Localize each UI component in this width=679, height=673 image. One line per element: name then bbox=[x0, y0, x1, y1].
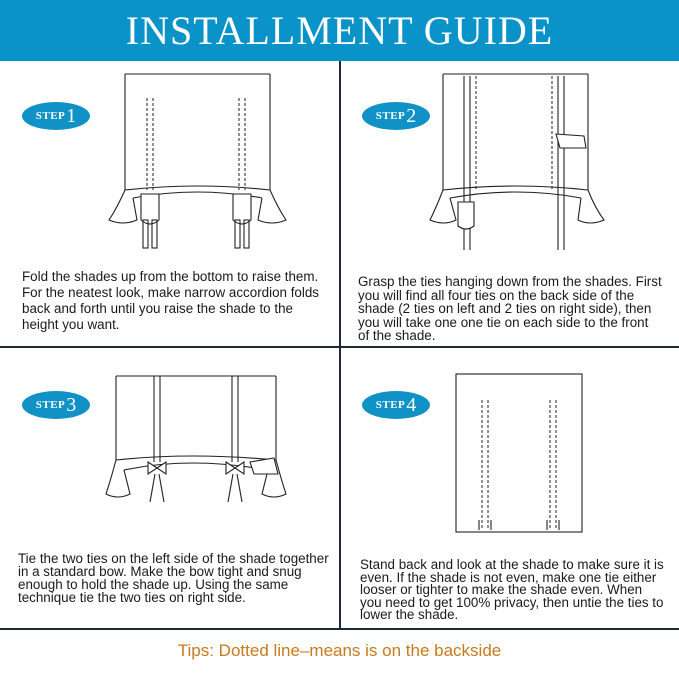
step-1-text: Fold the shades up from the bottom to raise them. For the neatest look, make narrow accordion folds back and forth until you raise the shade to the height you want. bbox=[22, 269, 319, 332]
step-3-word: STEP bbox=[35, 399, 66, 411]
step-3-number: 3 bbox=[66, 393, 77, 416]
step-1-badge bbox=[22, 102, 90, 130]
step-4-word: STEP bbox=[375, 399, 406, 411]
page-title: INSTALLMENT GUIDE bbox=[125, 8, 554, 53]
step-2-badge bbox=[362, 102, 430, 130]
tips-note: Tips: Dotted line–means is on the backside bbox=[177, 641, 502, 660]
step-4-illustration bbox=[450, 370, 590, 540]
step-3-text: Tie the two ties on the left side of the shade together in a standard bow. Make the bow tight and snug enough to hold the shade up. Using the same technique tie the two ties on right side. bbox=[18, 551, 329, 605]
horizontal-divider bbox=[0, 346, 679, 348]
step-1-illustration bbox=[105, 70, 290, 255]
step-4-badge bbox=[362, 391, 430, 419]
step-2-word: STEP bbox=[375, 110, 406, 122]
step-4-number: 4 bbox=[406, 393, 417, 416]
step-2-number: 2 bbox=[406, 104, 417, 127]
header-banner bbox=[0, 0, 679, 61]
bottom-divider bbox=[0, 628, 679, 630]
vertical-divider bbox=[339, 61, 341, 629]
step-1-word: STEP bbox=[35, 110, 66, 122]
step-4-text: Stand back and look at the shade to make sure it is even. If the shade is not even, make one tie either looser or tighter to make the shade even. When you need to get 100% privacy, then untie the ties to lower the shade. bbox=[360, 557, 664, 622]
step-3-illustration bbox=[100, 370, 290, 520]
step-3-badge bbox=[22, 391, 90, 419]
step-1-number: 1 bbox=[66, 104, 77, 127]
step-2-illustration bbox=[428, 70, 608, 260]
step-2-text: Grasp the ties hanging down from the shades. First you will find all four ties on the back side of the shade (2 ties on left and 2 ties on right side), then you will take one one tie on each side to the front of the shade. bbox=[358, 274, 662, 343]
